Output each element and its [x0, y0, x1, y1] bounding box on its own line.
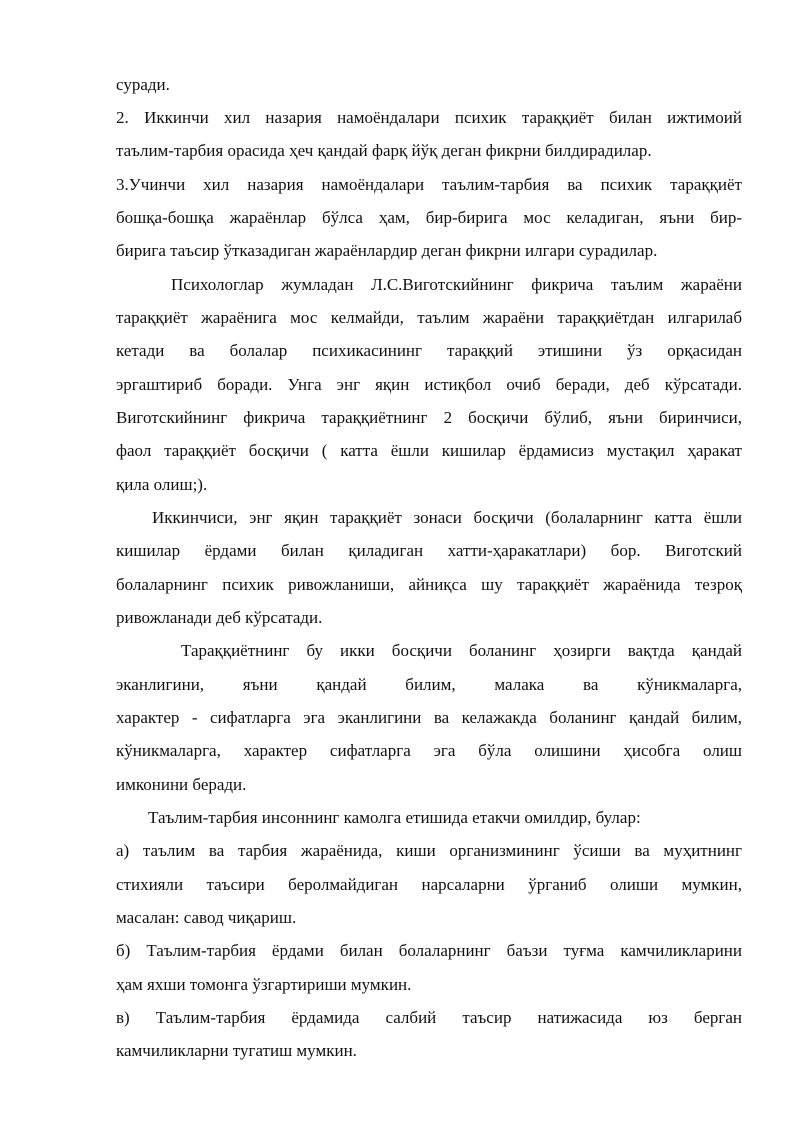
- text-line: б) Таълим-тарбия ёрдами билан болаларнинг баъзи туғма камчиликларини: [116, 941, 742, 960]
- text-line: кетади ва болалар психикасининг тараққий этишини ўз орқасидан: [116, 341, 742, 360]
- text-line: эргаштириб боради. Унга энг яқин истиқбол очиб беради, деб кўрсатади.: [116, 375, 742, 394]
- text-line: эканлигини, яъни қандай билим, малака ва кўникмаларга,: [116, 675, 742, 694]
- text-line: тараққиёт жараёнига мос келмайди, таълим жараёни тараққиётдан илгарилаб: [116, 308, 742, 327]
- text-line: болаларнинг психик ривожланиши, айниқса шу тараққиёт жараёнида тезроқ: [116, 575, 742, 594]
- text-line: кишилар ёрдами билан қиладиган хатти-ҳаракатлари) бор. Виготский: [116, 541, 742, 560]
- text-line: бирига таъсир ўтказадиган жараёнлардир деган фикрни илгари сурадилар.: [116, 241, 658, 260]
- text-line: 3.Учинчи хил назария намоёндалари таълим-тарбия ва психик тараққиёт: [116, 175, 742, 194]
- text-line: 2. Иккинчи хил назария намоёндалари психик тараққиёт билан ижтимоий: [116, 108, 742, 127]
- text-line: ҳам яхши томонга ўзгартириши мумкин.: [116, 975, 412, 994]
- text-line: ривожланади деб кўрсатади.: [116, 608, 323, 627]
- text-line: бошқа-бошқа жараёнлар бўлса ҳам, бир-бирига мос келадиган, яъни бир-: [116, 208, 742, 227]
- text-line: а) таълим ва тарбия жараёнида, киши организмининг ўсиши ва муҳитнинг: [116, 841, 742, 860]
- text-line: масалан: савод чиқариш.: [116, 908, 297, 927]
- text-line: камчиликларни тугатиш мумкин.: [116, 1041, 357, 1060]
- text-line: стихияли таъсири беролмайдиган нарсаларни ўрганиб олиши мумкин,: [116, 875, 742, 894]
- text-line: Психологлар жумладан Л.С.Виготскийнинг фикрича таълим жараёни: [171, 275, 742, 294]
- text-line: қила олиш;).: [116, 475, 208, 494]
- text-line: фаол тараққиёт босқичи ( катта ёшли кишилар ёрдамисиз мустақил ҳаракат: [116, 441, 742, 460]
- text-line: Таълим-тарбия инсоннинг камолга етишида етакчи омилдир, булар:: [148, 808, 641, 827]
- text-line: имконини беради.: [116, 775, 247, 794]
- text-line: суради.: [116, 75, 170, 94]
- text-line: кўникмаларга, характер сифатларга эга бўла олишини ҳисобга олиш: [116, 741, 742, 760]
- text-line: характер - сифатларга эга эканлигини ва келажакда боланинг қандай билим,: [116, 708, 742, 727]
- text-line: таълим-тарбия орасида ҳеч қандай фарқ йўқ деган фикрни билдирадилар.: [116, 141, 652, 160]
- text-line: Тараққиётнинг бу икки босқичи боланинг ҳозирги вақтда қандай: [181, 641, 742, 660]
- text-line: Иккинчиси, энг яқин тараққиёт зонаси босқичи (болаларнинг катта ёшли: [152, 508, 742, 527]
- text-line: Виготскийнинг фикрича тараққиётнинг 2 босқичи бўлиб, яъни биринчиси,: [116, 408, 742, 427]
- text-line: в) Таълим-тарбия ёрдамида салбий таъсир натижасида юз берган: [116, 1008, 742, 1027]
